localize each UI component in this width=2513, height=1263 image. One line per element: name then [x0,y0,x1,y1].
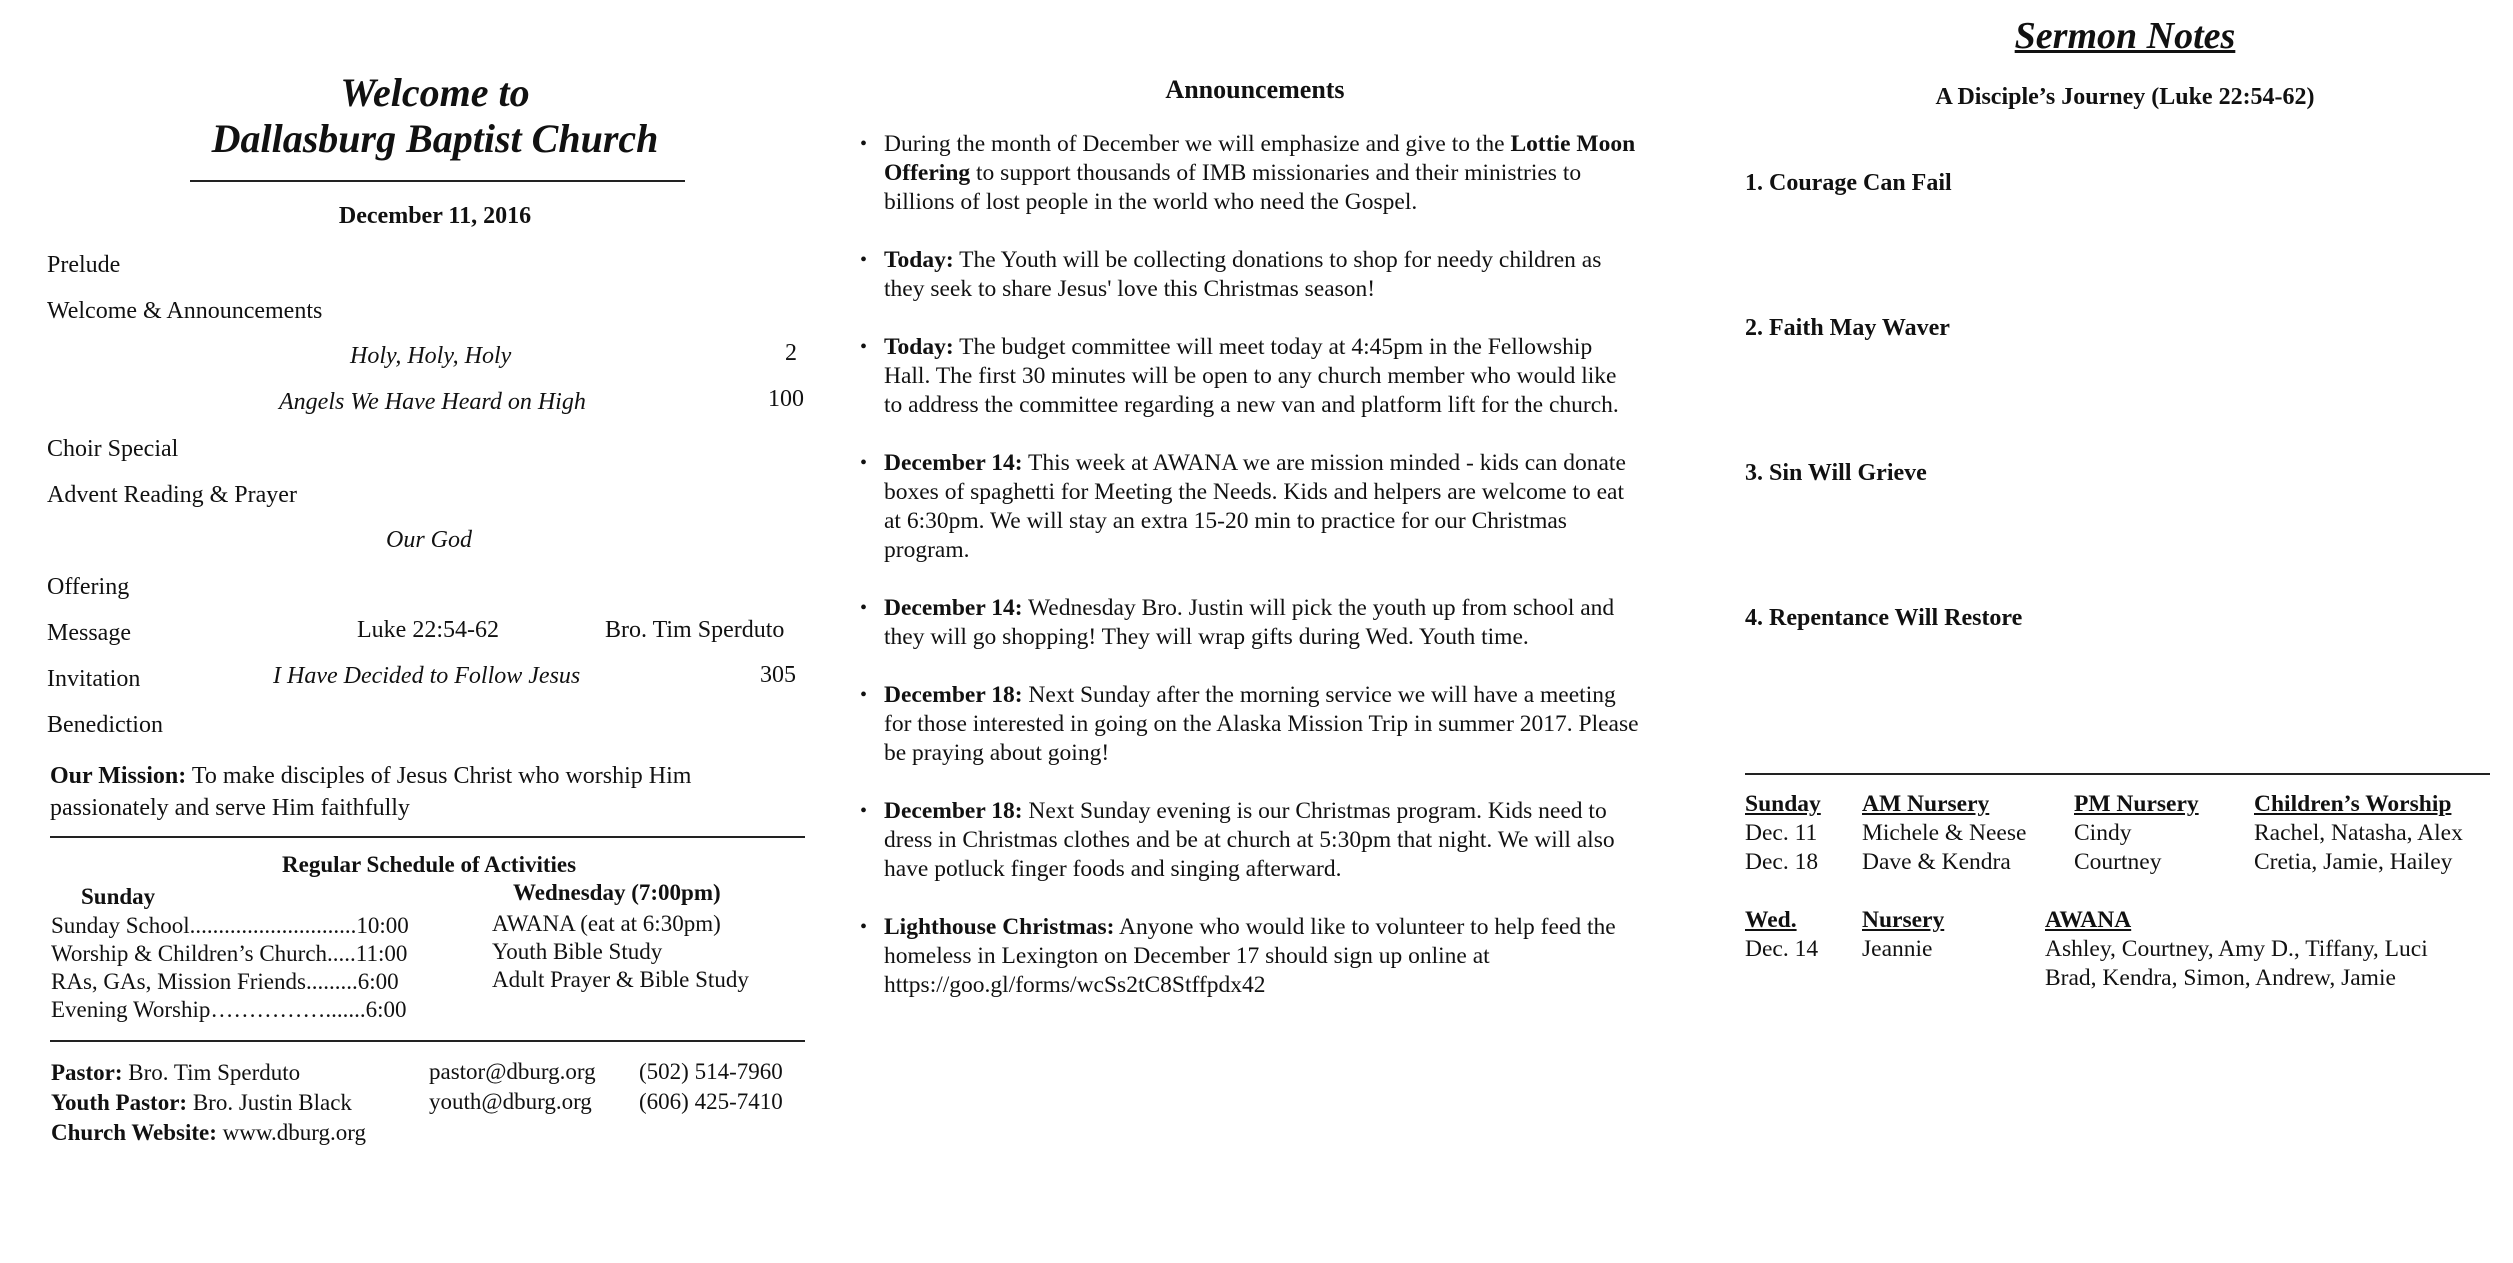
table-cell: Cindy [2074,820,2132,846]
youth-pastor-name: Bro. Justin Black [192,1090,352,1115]
table-cell: Cretia, Jamie, Hailey [2254,849,2453,875]
youth-phone: (606) 425-7410 [639,1089,783,1114]
schedule-divider-bottom [50,1040,805,1042]
announcements-title: Announcements [1165,75,1345,104]
schedule-item: Youth Bible Study [492,939,663,964]
sunday-schedule-list [51,912,409,1024]
youth-email[interactable]: youth@dburg.org [429,1089,592,1114]
schedule-item: AWANA (eat at 6:30pm) [492,911,721,936]
schedule-item: Evening Worship…………….......6:00 [51,997,407,1022]
table-cell: Dec. 11 [1745,820,1818,846]
website-label: Church Website: [51,1120,217,1145]
announcements-list [860,130,1640,1029]
schedule-item: Adult Prayer & Bible Study [492,967,749,992]
nursery-header-childrens-worship: Children’s Worship [2254,791,2452,817]
nursery-header-am: AM Nursery [1862,791,1990,817]
nursery-divider [1745,773,2490,775]
invitation-number: 305 [760,662,796,688]
youth-pastor-label: Youth Pastor: [51,1090,188,1115]
sermon-point-1: 1. Courage Can Fail [1745,170,1952,196]
wed-nursery-header: Nursery [1862,907,1945,933]
benediction: Benediction [47,712,163,738]
mission-label: Our Mission: [50,763,187,789]
pastor-email[interactable]: pastor@dburg.org [429,1059,596,1084]
schedule-wednesday-header: Wednesday (7:00pm) [513,880,721,905]
bullet-icon: • [860,684,868,706]
bulletin-date: December 11, 2016 [338,203,532,229]
sermon-point-3: 3. Sin Will Grieve [1745,460,1927,486]
table-cell: Jeannie [1862,936,1933,962]
bullet-icon: • [860,800,868,822]
message-scripture: Luke 22:54-62 [357,617,499,643]
announcement-item: • December 14: Wednesday Bro. Justin will pick the youth up from school and they will go shopping! They will wrap gifts during Wed. Youth time. [860,595,1615,650]
choir-special: Choir Special [47,436,179,462]
pastor-phone: (502) 514-7960 [639,1059,783,1084]
pastor-contact [51,1058,300,1088]
bullet-icon: • [860,133,868,155]
table-cell: Brad, Kendra, Simon, Andrew, Jamie [2045,965,2396,991]
song-our-god: Our God [386,527,473,553]
bullet-icon: • [860,336,868,358]
welcome-panel [45,0,805,1263]
announcement-item: • December 14: This week at AWANA we are mission minded - kids can donate boxes of spaghetti for Meeting the Needs. Kids and helpers are welcome to eat at 6:30pm. We will stay an extra 15-20 min to practice for our Christmas program. [860,450,1626,563]
schedule-title: Regular Schedule of Activities [282,852,577,877]
hymn2-title: Angels We Have Heard on High [279,389,586,415]
bullet-icon: • [860,916,868,938]
hymn2-number: 100 [768,386,804,412]
table-cell: Dave & Kendra [1862,849,2011,875]
announcement-item: • December 18: Next Sunday evening is our Christmas program. Kids need to dress in Christmas clothes and be at church at 5:30pm that night. We will also have potluck finger foods and singing afterward. [860,798,1615,882]
sermon-point-4: 4. Repentance Will Restore [1745,605,2023,631]
table-cell: Michele & Neese [1862,820,2027,846]
title-divider [190,180,685,182]
offering: Offering [47,574,130,600]
advent-reading: Advent Reading & Prayer [47,482,297,508]
message-speaker: Bro. Tim Sperduto [605,617,785,643]
bullet-icon: • [860,249,868,271]
schedule-item: Worship & Children’s Church.....11:00 [51,941,408,966]
announcement-item: • Today: The budget committee will meet today at 4:45pm in the Fellowship Hall. The first 30 minutes will be open to any church member who would like to address the committee regarding a new van and platform lift for the church. [860,334,1619,418]
announcement-item: • Lighthouse Christmas: Anyone who would like to volunteer to help feed the homeless in Lexington on December 17 should sign up online at https://goo.gl/forms/wcSs2tC8Stffpdx42 [860,914,1616,998]
prelude: Prelude [47,252,121,278]
awana-header: AWANA [2045,907,2132,933]
schedule-item: Sunday School.............................10:00 [51,913,409,938]
youth-pastor-contact [51,1088,352,1118]
announcement-item: • Today: The Youth will be collecting donations to shop for needy children as they seek to share Jesus' love this Christmas season! [860,247,1602,302]
announcements-panel [860,0,1650,1263]
nursery-header-pm: PM Nursery [2074,791,2199,817]
hymn1-title: Holy, Holy, Holy [350,343,512,369]
pastor-label: Pastor: [51,1060,123,1085]
mission-text: To make disciples of Jesus Christ who worship Him passionately and serve Him faithfully [50,763,692,821]
hymn1-number: 2 [785,340,797,366]
message-label: Message [47,620,131,646]
welcome-announcements: Welcome & Announcements [47,298,323,324]
mission-statement [50,760,750,824]
welcome-title-line1: Welcome to [340,70,530,115]
announcement-item: • December 18: Next Sunday after the morning service we will have a meeting for those interested in going on the Alaska Mission Trip in summer 2017. Please be praying about going! [860,682,1639,766]
table-cell: Courtney [2074,849,2162,875]
bullet-icon: • [860,452,868,474]
table-cell: Dec. 18 [1745,849,1819,875]
sermon-subtitle: A Disciple’s Journey (Luke 22:54-62) [1935,84,2315,110]
sermon-notes-title: Sermon Notes [2014,15,2236,57]
schedule-item: RAs, GAs, Mission Friends.........6:00 [51,969,399,994]
schedule-divider-top [50,836,805,838]
church-website [51,1118,366,1148]
website-url[interactable]: www.dburg.org [222,1120,366,1145]
nursery-header-sunday: Sunday [1745,791,1821,817]
wed-header: Wed. [1745,907,1797,933]
table-cell: Rachel, Natasha, Alex [2254,820,2463,846]
pastor-name: Bro. Tim Sperduto [128,1060,301,1085]
wednesday-schedule-list [492,910,749,994]
invitation-label: Invitation [47,666,141,692]
bullet-icon: • [860,597,868,619]
table-cell: Dec. 14 [1745,936,1819,962]
sermon-notes-panel [1745,0,2505,1263]
welcome-title-line2: Dallasburg Baptist Church [211,116,659,161]
schedule-sunday-header: Sunday [81,884,156,909]
table-cell: Ashley, Courtney, Amy D., Tiffany, Luci [2045,936,2428,962]
announcement-item: • During the month of December we will emphasize and give to the Lottie Moon Offering to support thousands of IMB missionaries and their ministries to billions of lost people in the world who need the Gospel. [860,131,1636,215]
invitation-hymn: I Have Decided to Follow Jesus [273,663,581,689]
sermon-point-2: 2. Faith May Waver [1745,315,1950,341]
